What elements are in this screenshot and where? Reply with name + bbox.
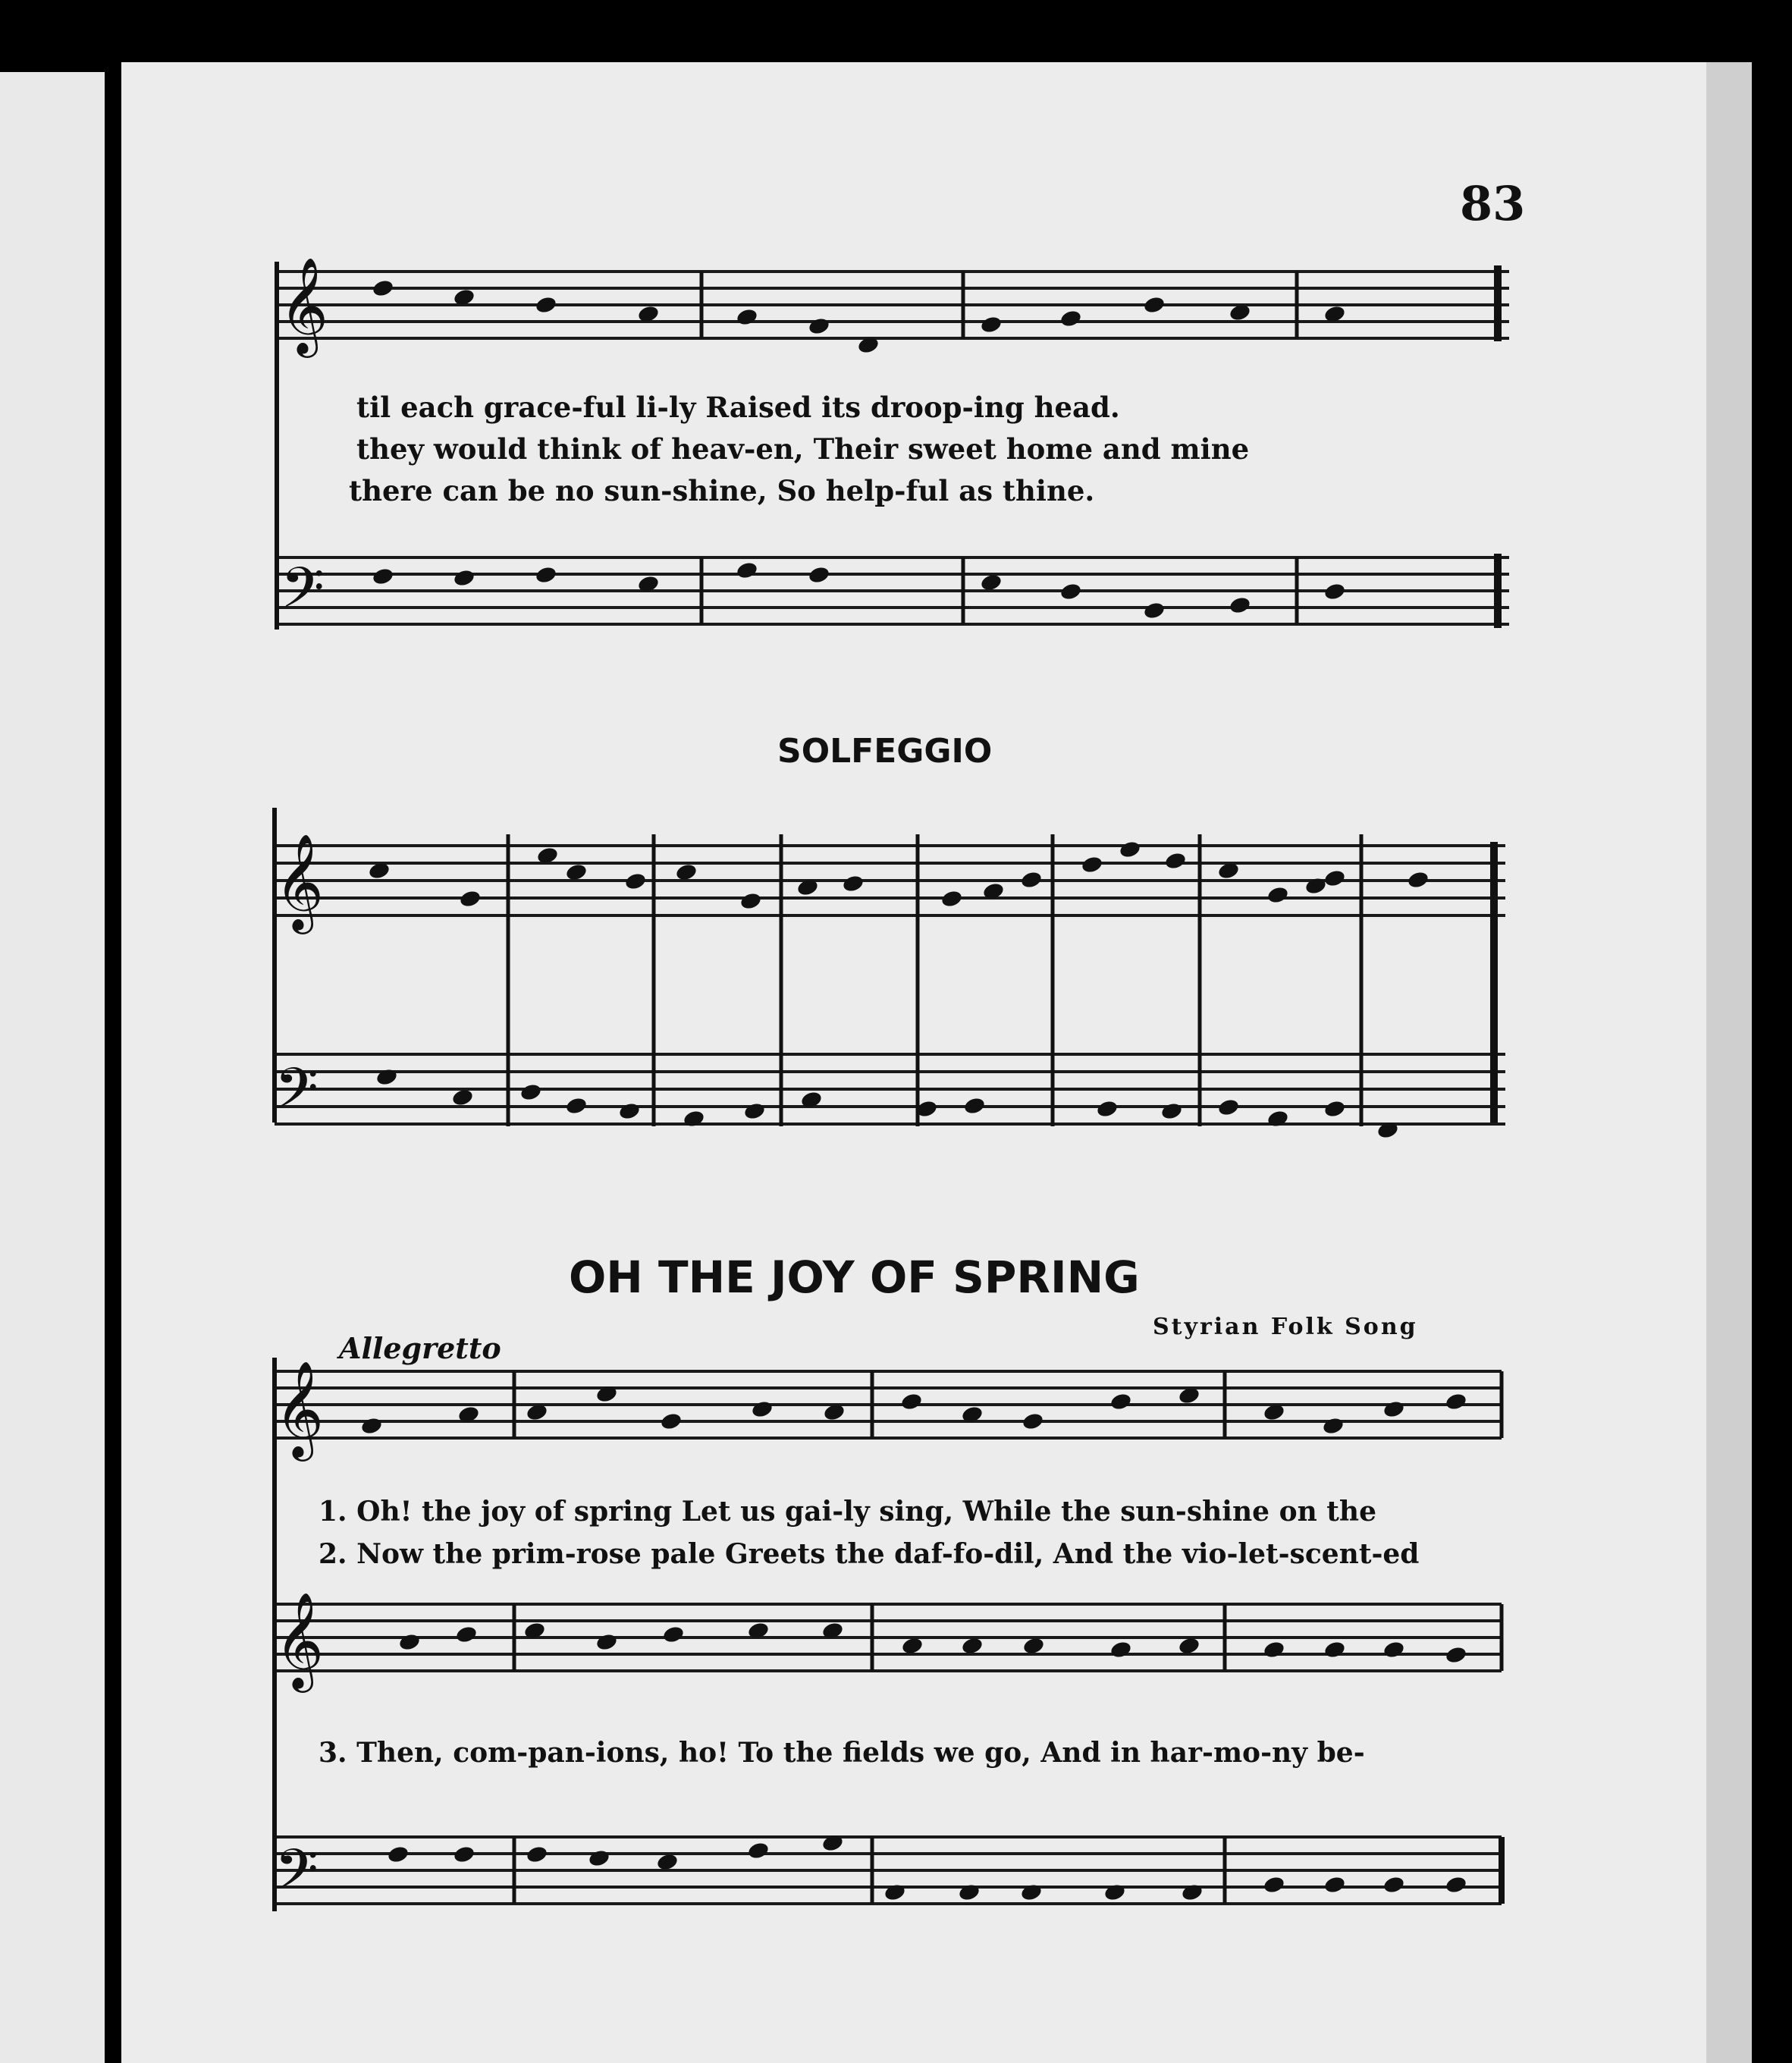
note-head [1323,1099,1347,1119]
note-head [1323,582,1347,601]
note-head [375,1067,399,1087]
note-head [1109,1392,1133,1411]
note-head [398,1632,422,1652]
note-head [1266,1109,1290,1129]
note-head [958,1882,981,1902]
note-head [842,874,865,893]
lyric-line-2: they would think of heav-en, Their sweet home and mine [356,432,1250,466]
clef-symbol: 𝄞 [275,1591,325,1688]
note-head [535,295,558,315]
note-head [459,889,482,909]
note-head [1081,855,1104,874]
note-head [1020,870,1044,890]
note-head [1160,1101,1184,1121]
note-head [565,1096,588,1116]
note-head [980,315,1003,334]
note-head [1119,840,1142,859]
note-head [453,568,476,588]
note-head [1143,295,1166,315]
note-head [1445,1645,1468,1665]
note-head [739,891,763,911]
note-head [1445,1875,1468,1895]
clef-symbol: 𝄢 [275,1837,319,1917]
note-head [588,1848,611,1868]
clef-symbol: 𝄞 [275,833,325,930]
note-head [1059,582,1083,601]
note-head [1382,1399,1406,1419]
note-head [1382,1875,1406,1895]
note-head [387,1845,410,1864]
verse-2: 2. Now the prim-rose pale Greets the daf-fo-dil, And the vio-let-scent-ed [319,1538,1420,1570]
note-head [963,1096,987,1116]
note-head [595,1632,619,1652]
page-number: 83 [1460,176,1526,231]
note-head [535,565,558,585]
note-head [1323,868,1347,888]
note-head [519,1082,543,1102]
note-head [1229,595,1252,615]
song-title: OH THE JOY OF SPRING [569,1251,1140,1303]
barlines [275,262,1502,1911]
note-head [360,1416,384,1436]
note-head [1266,885,1290,905]
note-head [618,1101,642,1121]
note-head [1217,1097,1241,1117]
song-credit: Styrian Folk Song [1153,1314,1418,1340]
clef-symbol: 𝄢 [281,555,325,635]
note-head [736,560,759,580]
note-head [372,567,395,586]
tempo-marking: Allegretto [339,1331,501,1365]
note-head [526,1845,549,1864]
note-head [1304,876,1328,896]
note-head [747,1841,770,1860]
note-head [1382,1640,1406,1660]
note-head [1109,1640,1133,1660]
note-head [660,1411,683,1431]
note-head [372,278,395,298]
note-head [1143,601,1166,620]
clef-symbol: 𝄢 [275,1056,319,1135]
note-head [900,1392,924,1411]
note-head [1022,1411,1045,1431]
note-head [1181,1882,1204,1902]
note-head [1322,1416,1345,1436]
lyric-line-3: there can be no sun-shine, So help-ful as thine. [349,474,1095,507]
note-head [1263,1875,1286,1895]
note-head [736,307,759,327]
note-head [662,1625,686,1644]
note-head [808,565,831,585]
note-head [1445,1392,1468,1411]
solfeggio-title: SOLFEGGIO [777,732,993,771]
note-head [1323,1875,1347,1895]
note-head [883,1882,907,1902]
note-head [1407,870,1430,890]
note-head [1164,851,1188,871]
verse-3: 3. Then, com-pan-ions, ho! To the fields we go, And in har-mo-ny be- [319,1737,1365,1769]
note-head [1263,1640,1286,1660]
clef-glyphs [275,256,328,1917]
note-head [624,871,648,891]
note-head [455,1625,479,1644]
note-head [1323,1640,1347,1660]
verse-1: 1. Oh! the joy of spring Let us gai-ly sing, While the sun-shine on the [319,1496,1376,1528]
lyric-line-1: til each grace-ful li-ly Raised its droop-ing head. [356,391,1120,424]
note-head [1059,309,1083,328]
note-head [453,1845,476,1864]
staff-lines [275,272,1509,1904]
note-head [808,316,831,336]
note-head [1020,1882,1044,1902]
note-head [743,1101,767,1121]
note-head [940,889,964,909]
clef-symbol: 𝄞 [275,1360,325,1457]
note-head [1103,1882,1127,1902]
note-head [1096,1099,1119,1119]
note-head [751,1399,774,1419]
clef-symbol: 𝄞 [279,256,329,353]
note-head [683,1109,706,1129]
